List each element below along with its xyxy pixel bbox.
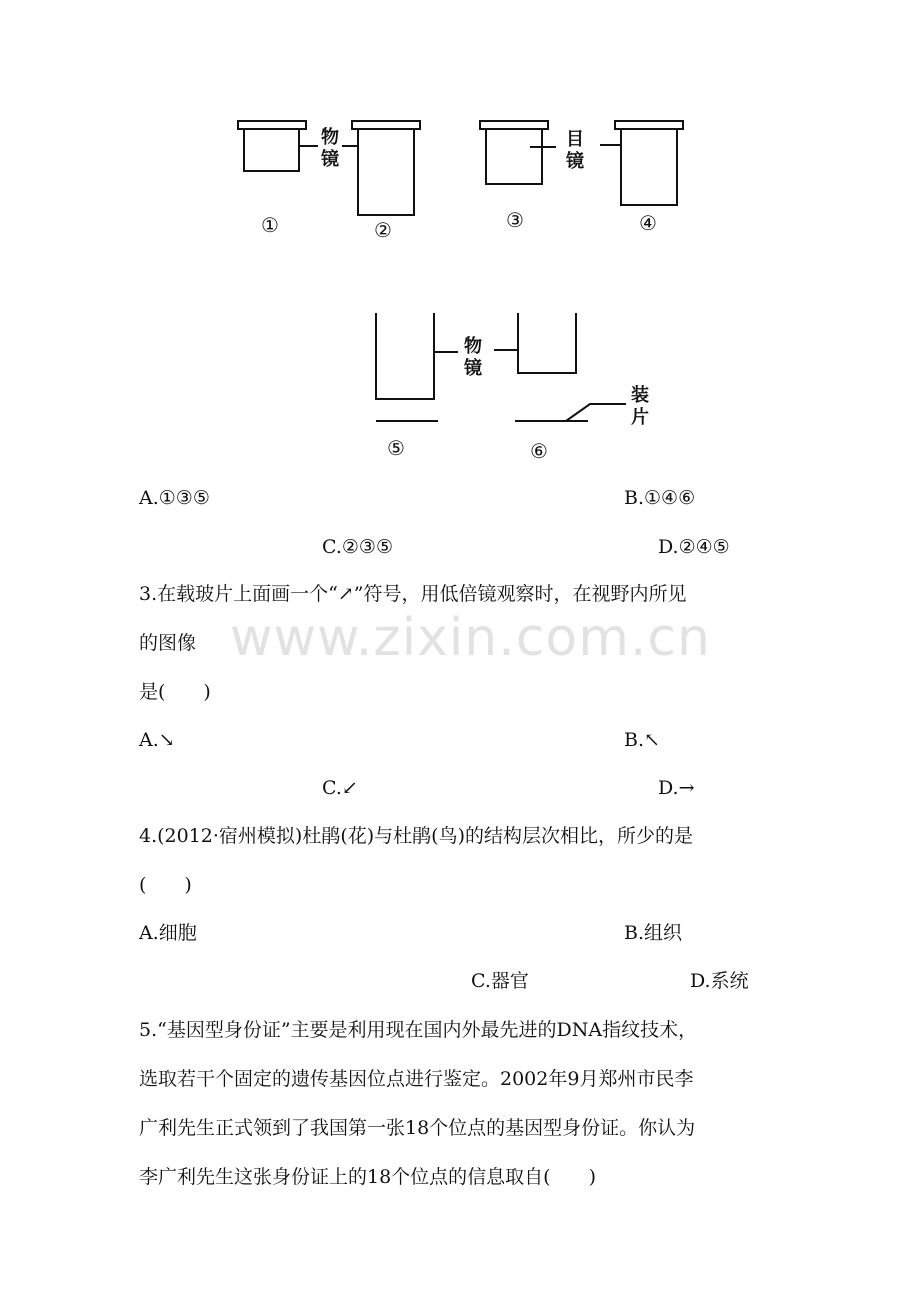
q2-option-d[interactable]: D.②④⑤ [658,536,730,558]
q4-option-d[interactable]: D.系统 [690,970,749,992]
eyepiece-label-top: 目 镜 [566,129,584,172]
q2-option-c[interactable]: C.②③⑤ [322,536,393,558]
q4-option-a[interactable]: A.细胞 [139,922,197,944]
q5-line-3: 广利先生正式领到了我国第一张18个位点的基因型身份证。你认为 [139,1117,696,1139]
watermark: www.zixin.com.cn [230,608,711,668]
q2-option-a[interactable]: A.①③⑤ [139,487,210,509]
q4-line-2: ( ) [139,874,192,896]
lens-3-cap [480,121,548,129]
q5-line-2: 选取若干个固定的遗传基因位点进行鉴定。2002年9月郑州市民李 [139,1068,694,1090]
q5-line-4: 李广利先生这张身份证上的18个位点的信息取自( ) [139,1166,597,1188]
objective-5 [376,313,434,399]
lens-number-3: ③ [506,208,524,232]
lens-2-cap [352,121,420,129]
q4-option-b[interactable]: B.组织 [624,922,683,944]
q3-option-b[interactable]: B.↖ [624,729,660,751]
q3-option-d[interactable]: D.→ [658,777,695,799]
lens-1-cap [238,121,306,129]
lens-number-6: ⑥ [530,439,548,463]
q4-line-1: 4.(2012·宿州模拟)杜鹃(花)与杜鹃(鸟)的结构层次相比，所少的是 [139,825,693,847]
lens-number-5: ⑤ [387,436,405,460]
q3-line-1: 3.在载玻片上面画一个“↗”符号，用低倍镜观察时，在视野内所见 [139,583,687,605]
q3-line-2: 的图像 [139,632,197,654]
lens-4-cap [615,121,683,129]
q4-option-c[interactable]: C.器官 [471,970,529,992]
lens-1-body [244,129,299,171]
objective-label-top: 物 镜 [321,127,339,170]
lens-2-body [358,129,414,215]
q2-option-b[interactable]: B.①④⑥ [624,487,696,509]
objective-label-bottom: 物 镜 [464,336,482,379]
q3-option-a[interactable]: A.↘ [139,729,175,751]
objective-6 [518,313,576,373]
q3-option-c[interactable]: C.↙ [322,777,358,799]
lens-number-2: ② [374,218,392,242]
q5-line-1: 5.“基因型身份证”主要是利用现在国内外最先进的DNA指纹技术， [139,1019,698,1041]
lens-3-body [486,129,542,184]
lens-number-1: ① [261,213,279,237]
q3-line-3: 是( ) [139,681,211,703]
lens-number-4: ④ [639,211,657,235]
slide-label: 装 片 [631,385,649,428]
lens-4-body [621,129,677,205]
microscope-lens-figure [0,0,920,470]
